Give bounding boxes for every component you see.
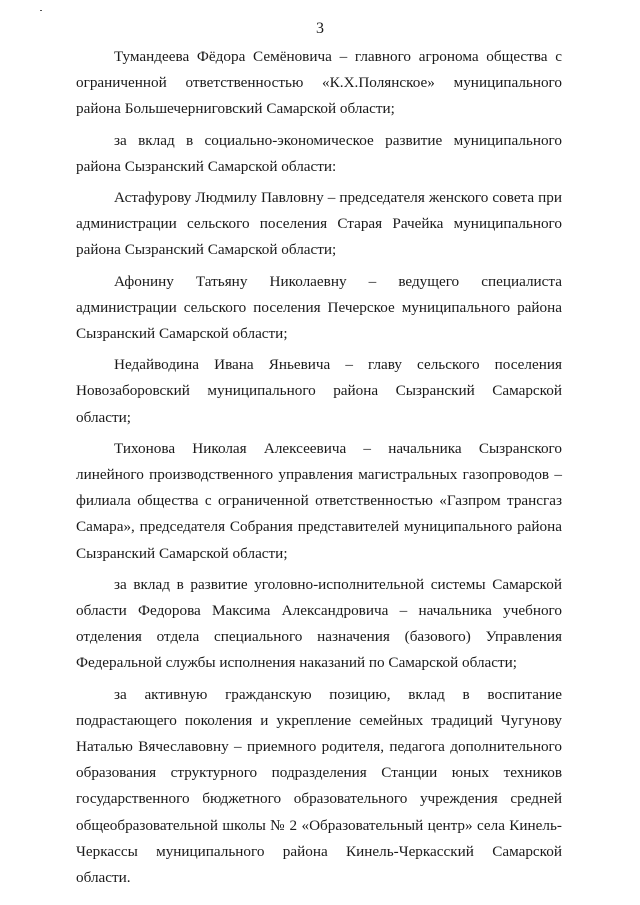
paragraph-nedaivodin: Недайводина Ивана Яньевича – главу сельского поселения Новозаборовский муниципального района Сызранский Самарской области; (76, 356, 562, 426)
paragraph-astafurova: Астафурову Людмилу Павловну – председателя женского совета при администрации сельского поселения Старая Рачейка муниципального района Сызранский Самарской области; (76, 189, 562, 259)
paragraph-syzran-heading: за вклад в социально-экономическое развитие муниципального района Сызранский Самарской области: (76, 131, 562, 175)
paragraph-fedorov: за вклад в развитие уголовно-исполнительной системы Самарской области Федорова Максима Александровича – начальника учебного отделения отдела специального назначения (базового) Управления Федеральной службы исполнения наказаний по Самарской области; (76, 575, 562, 672)
paragraph-chugunova: за активную гражданскую позицию, вклад в воспитание подрастающего поколения и укрепление семейных традиций Чугунову Наталью Вячеславовну – приемного родителя, педагога дополнительного образования структурного подразделения Станции юных техников государственного бюджетного образовательного учреждения средней общеобразовательной школы № 2 «Образовательный центр» села Кинель-Черкассы муниципального района Кинель-Черкасский Самарской области. (76, 685, 562, 887)
paragraph-tikhonov: Тихонова Николая Алексеевича – начальника Сызранского линейного производственного управления магистральных газопроводов – филиала общества с ограниченной ответственностью «Газпром трансгаз Самара», председателя Собрания представителей муниципального района Сызранский Самарской области; (76, 439, 562, 562)
paragraph-tumandeev: Тумандеева Фёдора Семёновича – главного агронома общества с ограниченной ответственностью «К.Х.Полянское» муниципального района Большечерниговский Самарской области; (76, 48, 562, 118)
scan-speck (40, 10, 42, 11)
document-body (76, 44, 562, 891)
paragraph-afonina: Афонину Татьяну Николаевну – ведущего специалиста администрации сельского поселения Печерское муниципального района Сызранский Самарской области; (76, 272, 562, 343)
page-number: 3 (316, 20, 324, 37)
